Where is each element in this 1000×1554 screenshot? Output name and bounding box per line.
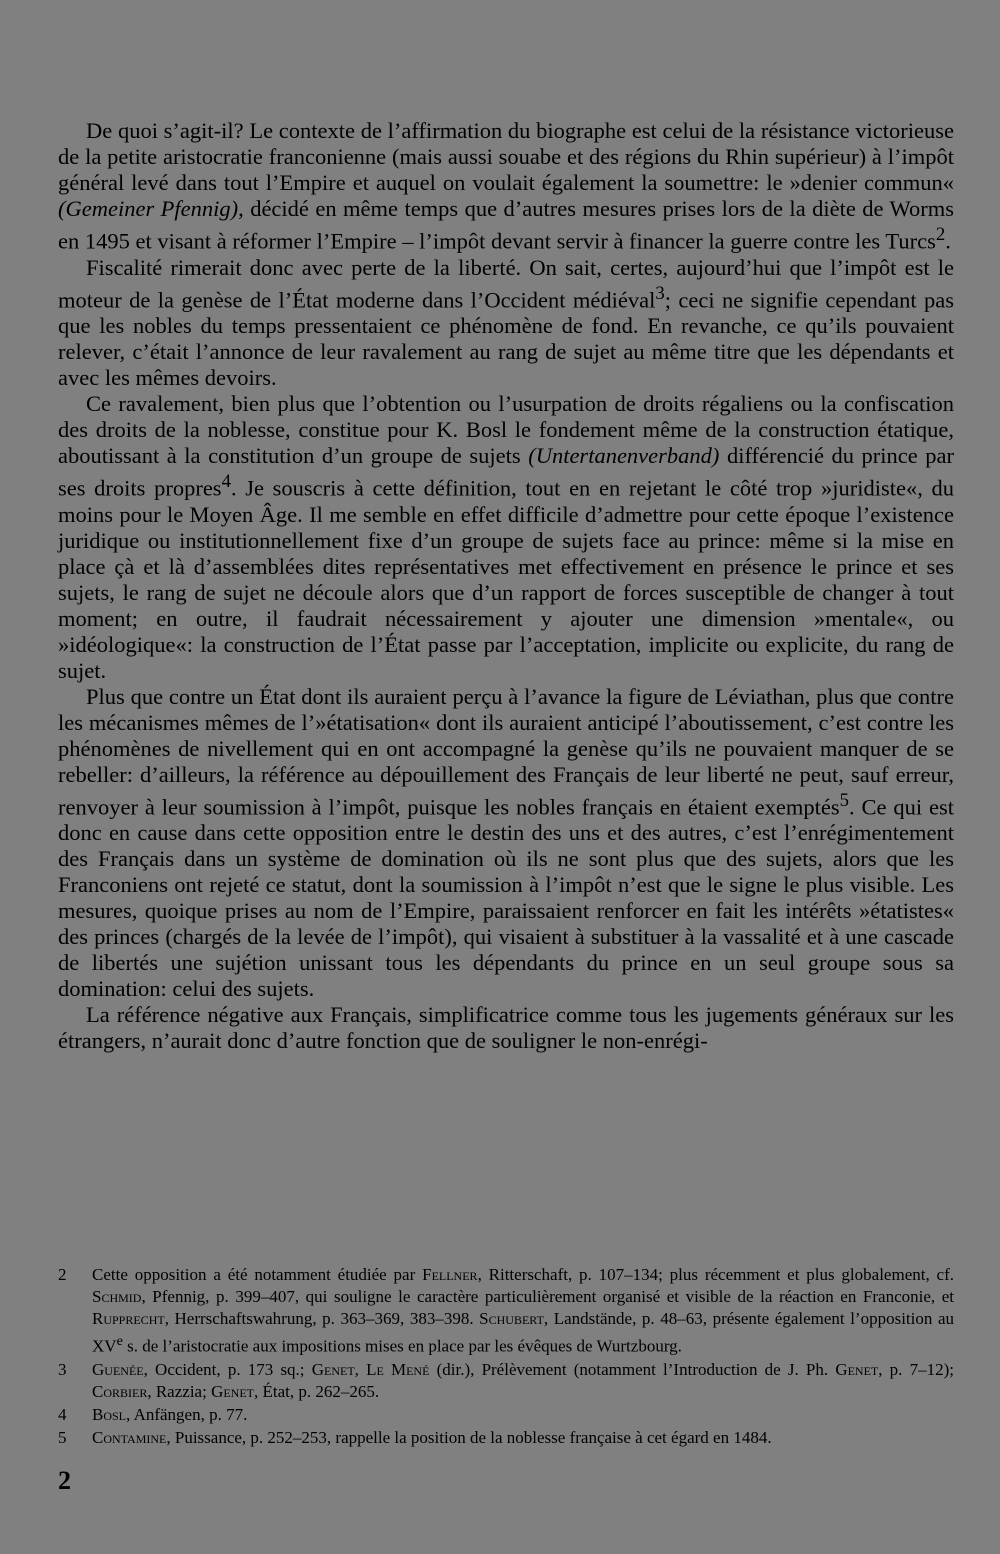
- footnote-text: (dir.), Prélèvement (notamment l’Introduction de J. Ph.: [429, 1359, 836, 1379]
- paragraph: [58, 118, 954, 255]
- footnote-text: e: [116, 1333, 123, 1349]
- footnote-text: , État, p. 262–265.: [254, 1381, 380, 1401]
- text-run: La référence négative aux Français, simplificatrice comme tous les jugements généraux sur les étrangers, n’aurait donc d’autre fonction que de souligner le non-enrégi-: [58, 1002, 954, 1053]
- footnote-number: 4: [58, 1404, 67, 1424]
- footnote-text: , p. 7–12);: [878, 1359, 954, 1379]
- author-name: Genet: [835, 1359, 879, 1379]
- text-run: Plus que contre un État dont ils auraient perçu à l’avance la figure de Léviathan, plus que contre les mécanismes mêmes de l’»étatisation« dont ils auraient anticipé l’aboutissement, c’est contre les phénomènes de nivellement qui en ont accompagné la genèse qu’ils ne pouvaient manquer de se rebeller: d’ailleurs, la référence au dépouillement des Français de leur liberté ne peut, sauf erreur, renvoyer à leur soumission à l’impôt, puisque les nobles français en étaient exemptés: [58, 683, 954, 819]
- author-name: Fellner: [422, 1265, 478, 1284]
- footnote-number: 5: [58, 1427, 67, 1447]
- italic-term: (Gemeiner Pfennig): [58, 196, 239, 221]
- footnote-text: , Landstände, p. 48–63, présente également l’opposition au XV: [92, 1309, 954, 1356]
- footnote: [58, 1404, 954, 1426]
- footnote-text: , Pfennig, p. 399–407, qui souligne le caractère particulièrement organisé et visible de la réaction en Franconie, et: [141, 1287, 954, 1306]
- text-run: , décidé en même temps que d’autres mesures prises lors de la diète de Worms en 1495 et visant à réformer l’Empire – l’impôt devant servir à financer la guerre contre les Turcs: [58, 196, 954, 254]
- main-text: [58, 118, 954, 1054]
- footnote-text: , Occident, p. 173 sq.;: [143, 1359, 312, 1379]
- author-name: Le Mené: [366, 1359, 430, 1379]
- footnote-ref[interactable]: 2: [935, 224, 946, 245]
- author-name: Bosl: [92, 1404, 127, 1424]
- author-name: Contamine: [92, 1427, 167, 1447]
- footnote-text: ,: [354, 1359, 367, 1379]
- text-run: ; ceci ne signifie cependant pas que les nobles du temps pressentaient ce phénomène de fond. En revanche, ce qu’ils pouvaient relever, c’était l’annonce de leur ravalement au rang de sujet au même titre que les dépendants et avec les mêmes devoirs.: [58, 287, 954, 390]
- author-name: Genet: [211, 1381, 254, 1401]
- footnote-text: Cette opposition a été notamment étudiée par: [92, 1265, 423, 1284]
- text-run: différencié du prince par ses droits propres: [58, 443, 955, 501]
- footnote-text: , Ritterschaft, p. 107–134; plus récemment et plus globalement, cf.: [477, 1265, 954, 1284]
- author-name: Genet: [311, 1359, 355, 1379]
- page-number: 2: [58, 1466, 71, 1495]
- footnote: [58, 1427, 954, 1449]
- paragraph: [58, 1002, 954, 1054]
- author-name: Rupprecht: [92, 1309, 165, 1328]
- footnote-number: 2: [58, 1265, 67, 1284]
- footnotes: [58, 1264, 954, 1450]
- author-name: Schubert: [479, 1309, 544, 1328]
- author-name: Guenée: [92, 1359, 144, 1379]
- footnote-ref[interactable]: 5: [839, 789, 849, 811]
- footnote-text: s. de l’aristocratie aux impositions mises en place par les évêques de Wurtzbourg.: [122, 1336, 682, 1356]
- footnote-text: , Puissance, p. 252–253, rappelle la position de la noblesse française à cet égard en 1484.: [166, 1427, 772, 1447]
- text-run: Ce ravalement, bien plus que l’obtention ou l’usurpation de droits régaliens ou la confiscation des droits de la noblesse, constitue pour K. Bosl le fondement même de la construction étatique, aboutissant à la constitution d’un groupe de sujets: [58, 391, 954, 468]
- paragraph: [58, 255, 954, 392]
- author-name: Schmid: [92, 1287, 142, 1306]
- text-run: . Je souscris à cette définition, tout en en rejetant le côté trop »juridiste«, du moins pour le Moyen Âge. Il me semble en effet difficile d’admettre pour cette époque l’existence juridique ou institutionnellement fixe d’un groupe de sujets face au prince: même si la mise en place çà et là d’assemblées dites représentatives met effectivement en présence le prince et ses sujets, le rang de sujet ne découle alors que d’un rapport de forces susceptible de changer à tout moment; en outre, il faudrait nécessairement y ajouter une dimension »mentale«, ou »idéologique«: la construction de l’État passe par l’acceptation, implicite ou explicite, du rang de sujet.: [58, 475, 954, 683]
- footnote: [58, 1359, 954, 1403]
- footnote-text: , Herrschaftswahrung, p. 363–369, 383–398.: [164, 1309, 480, 1328]
- text-run: De quoi s’agit-il? Le contexte de l’affirmation du biographe est celui de la résistance victorieuse de la petite aristocratie franconienne (mais aussi souabe et des régions du Rhin supérieur) à l’impôt général levé dans tout l’Empire et auquel on voulait également la soumettre: le »denier commun«: [58, 118, 954, 195]
- footnote-number: 3: [58, 1359, 67, 1379]
- text-run: . Ce qui est donc en cause dans cette opposition entre le destin des uns et des autres, c’est l’enrégimentement des Français dans un système de domination où ils ne sont plus que des sujets, alors que les Franconiens ont rejeté ce statut, dont la soumission à l’impôt n’est que le signe le plus visible. Les mesures, quoique prises au nom de l’Empire, paraissaient renforcer en fait les intérêts »étatistes« des princes (chargés de la levée de l’impôt), qui visaient à substituer à la vassalité et à une cascade de libertés une sujétion unissant tous les dépendants du prince en un seul groupe sous sa domination: celui des sujets.: [58, 794, 954, 1001]
- footnote: [58, 1264, 954, 1358]
- author-name: Corbier: [92, 1381, 148, 1401]
- paragraph: [58, 391, 954, 684]
- italic-term: (Untertanenverband): [528, 443, 720, 468]
- footnote-ref[interactable]: 3: [655, 282, 665, 304]
- footnote-text: , Anfängen, p. 77.: [126, 1404, 248, 1424]
- paragraph: [58, 684, 954, 1003]
- text-run: .: [945, 228, 951, 254]
- footnote-ref[interactable]: 4: [221, 471, 231, 492]
- footnote-text: , Razzia;: [147, 1381, 212, 1401]
- text-run: Fiscalité rimerait donc avec perte de la liberté. On sait, certes, aujourd’hui que l’impôt est le moteur de la genèse de l’État moderne dans l’Occident médiéval: [58, 254, 954, 312]
